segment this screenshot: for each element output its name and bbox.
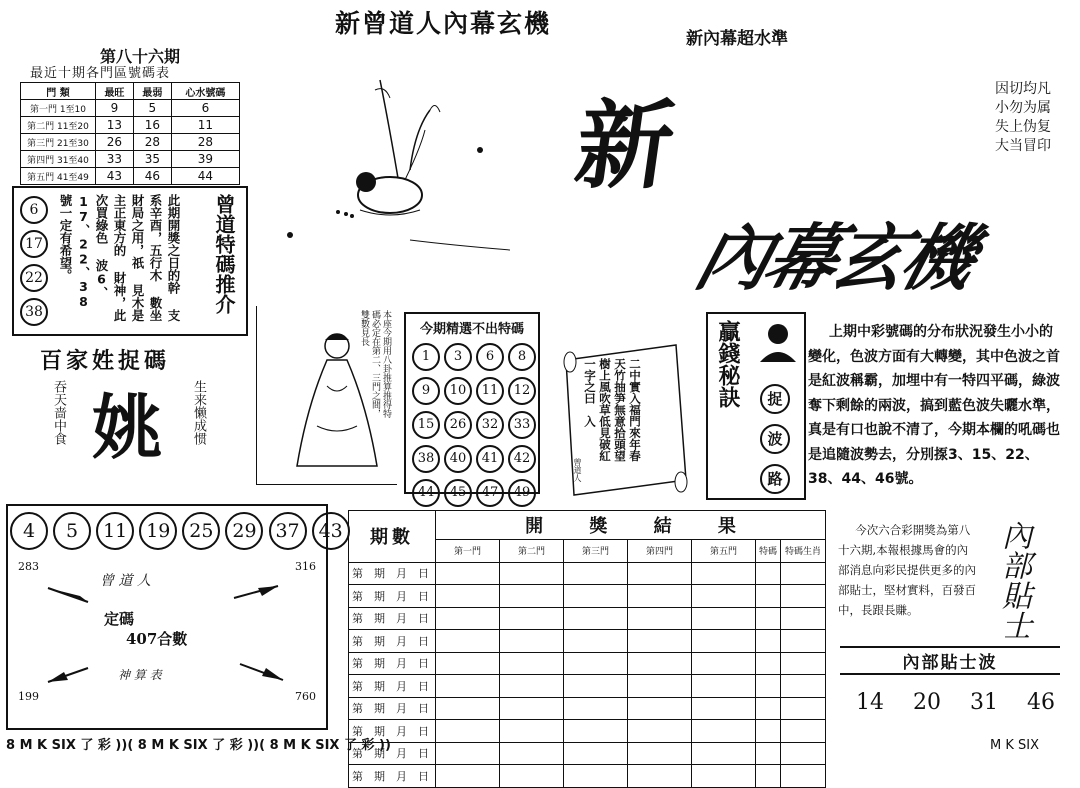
guide-circles: 6 17 22 38 — [20, 196, 48, 326]
pick-number: 32 — [476, 411, 504, 439]
pick-number: 49 — [508, 479, 536, 507]
col-header: 第二門 — [500, 540, 564, 563]
stats-table — [20, 82, 240, 185]
result-cell — [436, 765, 500, 788]
result-cell — [564, 652, 628, 675]
lotto-number: 4 — [10, 512, 48, 550]
result-row-label: 第 期 月 日 — [349, 697, 436, 720]
footer-brand: M K SIX — [990, 738, 1039, 753]
col-header: 第五門 — [692, 540, 756, 563]
secret-box — [706, 312, 806, 500]
result-row-label: 第 期 月 日 — [349, 630, 436, 653]
result-cell — [564, 675, 628, 698]
poem: 因切均凡 小勿为属 失上伪复 大当冒印 — [995, 81, 1051, 154]
lotto-number: 37 — [269, 512, 307, 550]
result-cell — [756, 675, 781, 698]
result-cell — [500, 697, 564, 720]
result-cell — [500, 562, 564, 585]
result-cell — [500, 720, 564, 743]
result-cell — [692, 630, 756, 653]
lotto-number: 29 — [225, 512, 263, 550]
pick-number: 26 — [444, 411, 472, 439]
tips-bar — [840, 646, 1060, 675]
lotto-number: 43 — [312, 512, 350, 550]
result-row — [349, 607, 826, 630]
result-row-label: 第 期 月 日 — [349, 765, 436, 788]
family-right: 生来懒成惯 — [191, 380, 206, 445]
col-header: 第一門 — [436, 540, 500, 563]
result-cell — [781, 630, 826, 653]
col-header: 第四門 — [628, 540, 692, 563]
result-row — [349, 765, 826, 788]
subtitle: 新內幕超水準 — [686, 29, 788, 49]
result-row-label: 第 期 月 日 — [349, 652, 436, 675]
scroll-text: 二中實入福門來年春天竹抽笋無意拾頭望樹上風吹草低見破紅一字之曰 入 — [583, 358, 642, 462]
result-row-label: 第 期 月 日 — [349, 607, 436, 630]
guide-side-title: 曾道特碼推介 — [212, 194, 236, 314]
select-box — [404, 312, 540, 500]
result-cell — [436, 720, 500, 743]
result-row-label: 第 期 月 日 — [349, 720, 436, 743]
result-cell — [692, 765, 756, 788]
pick-number: 10 — [444, 377, 472, 405]
result-cell — [628, 607, 692, 630]
family-title: 百家姓捉碼 — [40, 349, 171, 374]
col-header: 心水號碼 — [171, 83, 239, 100]
deco-bot: 神 算 表 — [118, 668, 162, 682]
result-cell — [756, 720, 781, 743]
lotto-number: 5 — [53, 512, 91, 550]
result-cell — [756, 585, 781, 608]
arrows-decoration — [8, 506, 326, 728]
result-cell — [781, 607, 826, 630]
pick-number: 40 — [444, 445, 472, 473]
results-table — [348, 510, 826, 788]
lotto-number: 19 — [139, 512, 177, 550]
pick-number: 9 — [412, 377, 440, 405]
result-cell — [628, 585, 692, 608]
result-row — [349, 720, 826, 743]
result-cell — [564, 585, 628, 608]
table-row: 第二門 11至20 13 16 11 — [21, 117, 240, 134]
result-cell — [781, 562, 826, 585]
pick-number: 15 — [412, 411, 440, 439]
result-row — [349, 742, 826, 765]
select-grid — [406, 337, 538, 513]
result-row — [349, 585, 826, 608]
secret-circles: 捉 波 路 — [760, 384, 804, 494]
result-row-label: 第 期 月 日 — [349, 675, 436, 698]
result-cell — [756, 652, 781, 675]
col-header: 最旺 — [96, 83, 134, 100]
portrait-icon — [758, 320, 798, 362]
result-cell — [500, 585, 564, 608]
pick-number: 33 — [508, 411, 536, 439]
lady-note: 本座今期用八卦推算推得特碼必定在第二、三門之間，雙數見長 — [359, 310, 391, 418]
results-head: 開 獎 結 果 — [436, 511, 826, 540]
result-cell — [692, 675, 756, 698]
stats-issue: 第八十六期 — [100, 47, 181, 66]
pick-number: 45 — [444, 479, 472, 507]
result-cell — [436, 585, 500, 608]
lady-illustration — [287, 326, 387, 476]
table-row: 第四門 31至40 33 35 39 — [21, 151, 240, 168]
lotto-label2: 407合數 — [126, 630, 188, 648]
result-row-label: 第 期 月 日 — [349, 585, 436, 608]
result-cell — [781, 675, 826, 698]
tips-text: 今次六合彩開獎為第八十六期,本報根據馬會的內部消息向彩民提供更多的內部貼士，堅材實料，百發百中，長跟長賺。 — [838, 523, 976, 617]
result-cell — [781, 742, 826, 765]
result-cell — [500, 607, 564, 630]
result-cell — [628, 720, 692, 743]
result-row — [349, 675, 826, 698]
result-cell — [436, 607, 500, 630]
result-cell — [564, 562, 628, 585]
result-cell — [756, 630, 781, 653]
result-row-label: 第 期 月 日 — [349, 742, 436, 765]
lotto-label1: 定碼 — [104, 610, 135, 628]
result-cell — [436, 675, 500, 698]
result-cell — [628, 765, 692, 788]
result-cell — [628, 562, 692, 585]
analysis-text: 上期中彩號碼的分布狀況發生小小的變化，色波方面有大轉變，其中色波之首是紅波稱霸，加埋中有一特四平碼，綠波奪下剩餘的兩波，搞到藍色波失曬水準，真是有口也說不清了，今期本欄的吼碼也是追隨波勢去，分別揼3、15、22、38、44、46號。 — [808, 324, 1060, 487]
tips-bar-title: 內部貼士波 — [902, 653, 998, 673]
col-header: 特碼生肖 — [781, 540, 826, 563]
col-header: 第三門 — [564, 540, 628, 563]
lotto-number: 25 — [182, 512, 220, 550]
pick-number: 11 — [476, 377, 504, 405]
result-cell — [781, 652, 826, 675]
result-cell — [436, 562, 500, 585]
result-cell — [564, 720, 628, 743]
scroll-sign: 曾道人 — [573, 458, 582, 482]
footer-strip: 8 M K SIX 了 彩 ))( 8 M K SIX 了 彩 ))( 8 M K SIX 了 彩 )) — [6, 738, 391, 753]
guide-text: 此期開獎之日的幹 支系辛酉，五行木 數坐財局之用，祇 見木是主正東方的 財神，此次買綠色 波6、17、22、38 號一定有希望。 — [58, 194, 181, 322]
result-cell — [692, 652, 756, 675]
result-cell — [564, 765, 628, 788]
result-cell — [628, 652, 692, 675]
result-cell — [564, 742, 628, 765]
result-row-label: 第 期 月 日 — [349, 562, 436, 585]
result-cell — [628, 630, 692, 653]
result-cell — [500, 765, 564, 788]
lotto-number: 11 — [96, 512, 134, 550]
scroll-panel — [556, 340, 696, 500]
result-cell — [756, 697, 781, 720]
result-cell — [628, 675, 692, 698]
col-header: 門 類 — [21, 83, 96, 100]
pick-number: 41 — [476, 445, 504, 473]
pick-number: 42 — [508, 445, 536, 473]
result-cell — [756, 742, 781, 765]
lady-panel — [256, 306, 397, 485]
result-row — [349, 630, 826, 653]
pick-number: 12 — [508, 377, 536, 405]
pick-number: 8 — [508, 343, 536, 371]
animal-illustration — [280, 70, 530, 270]
tips-numbers: 14 20 31 46 — [856, 690, 1055, 715]
result-cell — [692, 742, 756, 765]
page-title: 新曾道人內幕玄機 — [335, 9, 552, 38]
family-left: 吞天啬中食 — [51, 380, 66, 445]
result-cell — [436, 742, 500, 765]
result-cell — [564, 607, 628, 630]
corner-num: 316 — [295, 560, 316, 573]
result-row — [349, 697, 826, 720]
stats-caption: 最近十期各門區號碼表 — [30, 66, 171, 81]
result-cell — [756, 562, 781, 585]
result-cell — [564, 630, 628, 653]
results-period-head: 期數 — [349, 511, 436, 563]
guide-box — [12, 186, 248, 336]
pick-number: 44 — [412, 479, 440, 507]
table-row: 第五門 41至49 43 46 44 — [21, 168, 240, 185]
pick-number: 1 — [412, 343, 440, 371]
result-cell — [692, 607, 756, 630]
result-row — [349, 562, 826, 585]
big-xin-char: 新 — [569, 89, 681, 202]
result-cell — [436, 630, 500, 653]
result-cell — [781, 697, 826, 720]
corner-num: 283 — [18, 560, 39, 573]
corner-num: 760 — [295, 690, 316, 703]
result-cell — [756, 765, 781, 788]
result-cell — [500, 742, 564, 765]
result-cell — [781, 585, 826, 608]
result-cell — [781, 720, 826, 743]
col-header: 最弱 — [133, 83, 171, 100]
pick-number: 38 — [412, 445, 440, 473]
result-cell — [564, 697, 628, 720]
deco-top: 曾 道 人 — [100, 573, 151, 589]
family-big-char: 姚 — [92, 387, 162, 469]
lotto-box — [6, 504, 343, 730]
result-cell — [756, 607, 781, 630]
result-cell — [692, 585, 756, 608]
result-cell — [500, 675, 564, 698]
result-cell — [436, 697, 500, 720]
col-header: 特碼 — [756, 540, 781, 563]
corner-num: 199 — [18, 690, 39, 703]
pick-number: 3 — [444, 343, 472, 371]
result-cell — [781, 765, 826, 788]
pick-number: 6 — [476, 343, 504, 371]
table-row: 第三門 21至30 26 28 28 — [21, 134, 240, 151]
result-cell — [692, 697, 756, 720]
result-cell — [692, 562, 756, 585]
result-row — [349, 652, 826, 675]
result-cell — [500, 630, 564, 653]
big-logo: 內幕玄機 — [687, 216, 982, 300]
result-cell — [500, 652, 564, 675]
result-cell — [628, 742, 692, 765]
tips-deco: 內部貼士 — [996, 520, 1031, 640]
result-cell — [628, 697, 692, 720]
result-cell — [692, 720, 756, 743]
result-cell — [436, 652, 500, 675]
select-title: 今期精選不出特碼 — [419, 322, 524, 337]
secret-title: 贏錢秘訣 — [715, 320, 740, 408]
table-row: 第一門 1至10 9 5 6 — [21, 100, 240, 117]
pick-number: 47 — [476, 479, 504, 507]
